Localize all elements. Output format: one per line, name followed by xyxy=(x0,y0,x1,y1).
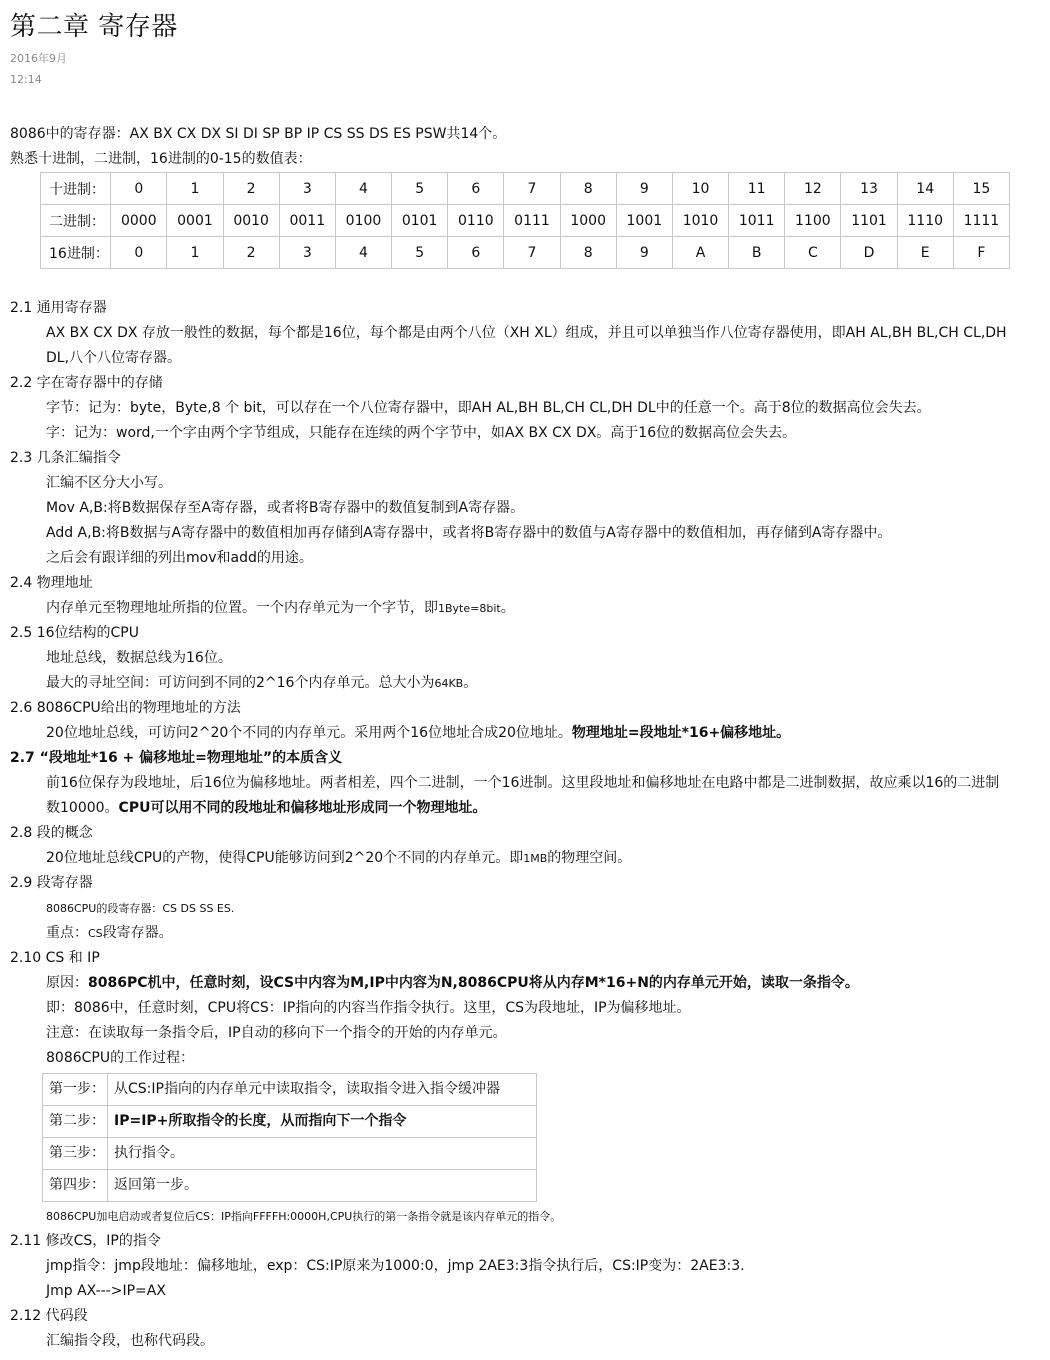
table-cell: 从CS:IP指向的内存单元中读取指令，读取指令进入指令缓冲器 xyxy=(108,1074,537,1106)
table-cell: 第三步： xyxy=(43,1138,108,1170)
table-row xyxy=(43,1074,537,1106)
paragraph xyxy=(10,596,1045,621)
text-span: 重点： xyxy=(46,925,88,941)
table-cell: 0011 xyxy=(279,205,335,237)
text-span: 1Byte=8bit xyxy=(438,602,501,615)
table-cell: IP=IP+所取指令的长度，从而指向下一个指令 xyxy=(108,1106,537,1138)
paragraph: Add A,B:将B数据与A寄存器中的数值相加再存储到A寄存器中，或者将B寄存器中的数值与A寄存器中的数值相加，再存储到A寄存器中。 xyxy=(46,525,892,541)
table-cell: 0101 xyxy=(392,205,448,237)
table-cell: 1001 xyxy=(616,205,672,237)
table-cell: 14 xyxy=(897,173,953,205)
table-cell: 1110 xyxy=(897,205,953,237)
row-header: 十进制： xyxy=(41,173,111,205)
section-heading: 2.5 16位结构的CPU xyxy=(10,625,139,641)
paragraph: 8086CPU的工作过程： xyxy=(46,1050,195,1066)
table-row xyxy=(43,1170,537,1202)
section-2-1 xyxy=(10,296,1045,371)
table-cell: 4 xyxy=(335,237,391,269)
table-cell: 4 xyxy=(335,173,391,205)
table-cell: 1000 xyxy=(560,205,616,237)
page-title: 第二章 寄存器 xyxy=(10,12,178,42)
table-row xyxy=(43,1138,537,1170)
paragraph: AX BX CX DX 存放一般性的数据，每个都是16位，每个都是由两个八位（XH XL）组成，并且可以单独当作八位寄存器使用，即AH AL,BH BL,CH CL,DH xyxy=(46,325,1007,341)
section-heading: 2.10 CS 和 IP xyxy=(10,950,100,966)
date-label: 2016年9月 xyxy=(10,52,67,65)
section-2-7 xyxy=(10,746,1045,821)
row-header: 16进制： xyxy=(41,237,111,269)
table-cell: 9 xyxy=(616,173,672,205)
section-heading: 2.2 字在寄存器中的存储 xyxy=(10,375,163,391)
paragraph: DL,八个八位寄存器。 xyxy=(46,350,182,366)
table-cell: 15 xyxy=(953,173,1009,205)
table-cell: 7 xyxy=(504,173,560,205)
paragraph: 即：8086中，任意时刻，CPU将CS：IP指向的内容当作指令执行。这里，CS为段地址，IP为偏移地址。 xyxy=(46,1000,691,1016)
table-cell: 返回第一步。 xyxy=(108,1170,537,1202)
section-heading: 2.12 代码段 xyxy=(10,1308,88,1324)
paragraph: 汇编不区分大小写。 xyxy=(46,475,172,491)
paragraph: 字节：记为：byte，Byte,8 个 bit，可以存在一个八位寄存器中，即AH AL,BH BL,CH CL,DH DL中的任意一个。高于8位的数据高位会失去。 xyxy=(46,400,931,416)
table-row xyxy=(41,173,1010,205)
table-cell: 1 xyxy=(167,173,223,205)
section-2-5 xyxy=(10,621,1045,696)
text-span: 。 xyxy=(500,600,515,616)
table-cell: 5 xyxy=(392,237,448,269)
table-cell: 0 xyxy=(111,173,167,205)
table-cell: 6 xyxy=(448,173,504,205)
bold-span: 8086PC机中，任意时刻，设CS中内容为M,IP中内容为N,8086CPU将从内存M*16+N的内存单元开始，读取一条指令。 xyxy=(88,975,859,991)
table-cell: 6 xyxy=(448,237,504,269)
section-heading: 2.3 几条汇编指令 xyxy=(10,450,121,466)
table-cell: 7 xyxy=(504,237,560,269)
table-cell: 12 xyxy=(785,173,841,205)
section-2-4 xyxy=(10,571,1045,621)
text-span: 1MB xyxy=(523,852,548,865)
section-heading: 2.7 “段地址*16 + 偏移地址=物理地址”的本质含义 xyxy=(10,750,343,766)
table-cell: 1100 xyxy=(785,205,841,237)
section-heading: 2.4 物理地址 xyxy=(10,575,93,591)
text-span: 最大的寻址空间：可访问到不同的2^16个内存单元。总大小为 xyxy=(46,675,435,691)
section-2-9 xyxy=(10,871,1045,946)
table-cell: A xyxy=(672,237,728,269)
table-cell: 第二步： xyxy=(43,1106,108,1138)
table-cell: 0010 xyxy=(223,205,279,237)
text-span: 段寄存器。 xyxy=(102,925,173,941)
row-header: 二进制： xyxy=(41,205,111,237)
text-span: CS xyxy=(88,927,103,940)
table-cell: 1011 xyxy=(729,205,785,237)
paragraph xyxy=(10,921,1045,946)
paragraph: 8086CPU加电启动或者复位后CS：IP指向FFFFH:0000H,CPU执行的第一条指令就是该内存单元的指令。 xyxy=(46,1210,562,1223)
table-cell: 2 xyxy=(223,237,279,269)
section-2-11 xyxy=(10,1229,1045,1304)
cpu-steps-table xyxy=(42,1073,537,1202)
table-cell: F xyxy=(953,237,1009,269)
paragraph: 汇编指令段，也称代码段。 xyxy=(46,1333,214,1349)
table-row xyxy=(41,237,1010,269)
table-cell: 9 xyxy=(616,237,672,269)
table-cell: 第四步： xyxy=(43,1170,108,1202)
table-cell: 2 xyxy=(223,173,279,205)
table-cell: 0110 xyxy=(448,205,504,237)
table-cell: 1111 xyxy=(953,205,1009,237)
bold-span: 物理地址=段地址*16+偏移地址。 xyxy=(571,725,791,741)
paragraph: 字：记为：word,一个字由两个字节组成，只能存在连续的两个字节中，如AX BX CX DX。高于16位的数据高位会失去。 xyxy=(46,425,797,441)
text-span: 20位地址总线CPU的产物，使得CPU能够访问到2^20个不同的内存单元。即 xyxy=(46,850,524,866)
section-heading: 2.9 段寄存器 xyxy=(10,875,93,891)
section-heading: 2.8 段的概念 xyxy=(10,825,93,841)
table-cell: 10 xyxy=(672,173,728,205)
intro-table-caption: 熟悉十进制，二进制，16进制的0-15的数值表： xyxy=(10,151,312,167)
paragraph: Jmp AX--->IP=AX xyxy=(46,1283,166,1299)
section-2-12 xyxy=(10,1304,1045,1354)
table-cell: D xyxy=(841,237,897,269)
intro xyxy=(10,122,506,172)
text-span: 原因： xyxy=(46,975,88,991)
table-cell: 0000 xyxy=(111,205,167,237)
table-cell: 0111 xyxy=(504,205,560,237)
paragraph: 地址总线，数据总线为16位。 xyxy=(46,650,232,666)
number-base-table xyxy=(40,172,1010,269)
paragraph xyxy=(10,846,1045,871)
paragraph xyxy=(10,971,1045,996)
text-span: 。 xyxy=(463,675,478,691)
table-cell: 第一步： xyxy=(43,1074,108,1106)
table-cell: 3 xyxy=(279,173,335,205)
section-2-3 xyxy=(10,446,1045,571)
section-heading: 2.11 修改CS，IP的指令 xyxy=(10,1233,161,1249)
table-cell: 13 xyxy=(841,173,897,205)
table-cell: 8 xyxy=(560,237,616,269)
table-cell: 11 xyxy=(729,173,785,205)
text-span: 数10000。 xyxy=(46,800,119,816)
paragraph: 之后会有跟详细的列出mov和add的用途。 xyxy=(46,550,313,566)
text-span: 64KB xyxy=(434,677,464,690)
table-cell: 8 xyxy=(560,173,616,205)
table-cell: 1010 xyxy=(672,205,728,237)
text-span: 内存单元至物理地址所指的位置。一个内存单元为一个字节，即 xyxy=(46,600,438,616)
table-cell: 0001 xyxy=(167,205,223,237)
paragraph xyxy=(10,721,1045,746)
table-cell: E xyxy=(897,237,953,269)
paragraph: 注意：在读取每一条指令后，IP自动的移向下一个指令的开始的内存单元。 xyxy=(46,1025,507,1041)
text-span: 20位地址总线，可访问2^20个不同的内存单元。采用两个16位地址合成20位地址。 xyxy=(46,725,572,741)
table-row xyxy=(41,205,1010,237)
notes-body xyxy=(10,296,1045,1354)
paragraph: Mov A,B:将B数据保存至A寄存器，或者将B寄存器中的数值复制到A寄存器。 xyxy=(46,500,525,516)
table-cell: 1 xyxy=(167,237,223,269)
paragraph xyxy=(10,796,1045,821)
table-cell: 0100 xyxy=(335,205,391,237)
paragraph xyxy=(10,671,1045,696)
intro-registers: 8086中的寄存器：AX BX CX DX SI DI SP BP IP CS SS DS ES PSW共14个。 xyxy=(10,126,507,142)
paragraph: 8086CPU的段寄存器：CS DS SS ES. xyxy=(46,902,235,915)
text-span: 的物理空间。 xyxy=(547,850,632,866)
section-2-6 xyxy=(10,696,1045,746)
section-heading: 2.1 通用寄存器 xyxy=(10,300,107,316)
section-heading: 2.6 8086CPU给出的物理地址的方法 xyxy=(10,700,241,716)
time-label: 12:14 xyxy=(10,73,42,86)
table-cell: 3 xyxy=(279,237,335,269)
table-cell: 执行指令。 xyxy=(108,1138,537,1170)
table-cell: 5 xyxy=(392,173,448,205)
bold-span: CPU可以用不同的段地址和偏移地址形成同一个物理地址。 xyxy=(118,800,487,816)
paragraph: 前16位保存为段地址，后16位为偏移地址。两者相差，四个二进制，一个16进制。这里段地址和偏移地址在电路中都是二进制数据，故应乘以16的二进制 xyxy=(46,775,1000,791)
table-cell: 1101 xyxy=(841,205,897,237)
paragraph: jmp指令：jmp段地址：偏移地址，exp：CS:IP原来为1000:0，jmp 2AE3:3指令执行后，CS:IP变为：2AE3:3. xyxy=(46,1258,745,1274)
table-cell: C xyxy=(785,237,841,269)
section-2-8 xyxy=(10,821,1045,871)
section-2-10 xyxy=(10,946,1045,1229)
table-row xyxy=(43,1106,537,1138)
section-2-2 xyxy=(10,371,1045,446)
table-cell: 0 xyxy=(111,237,167,269)
table-cell: B xyxy=(729,237,785,269)
